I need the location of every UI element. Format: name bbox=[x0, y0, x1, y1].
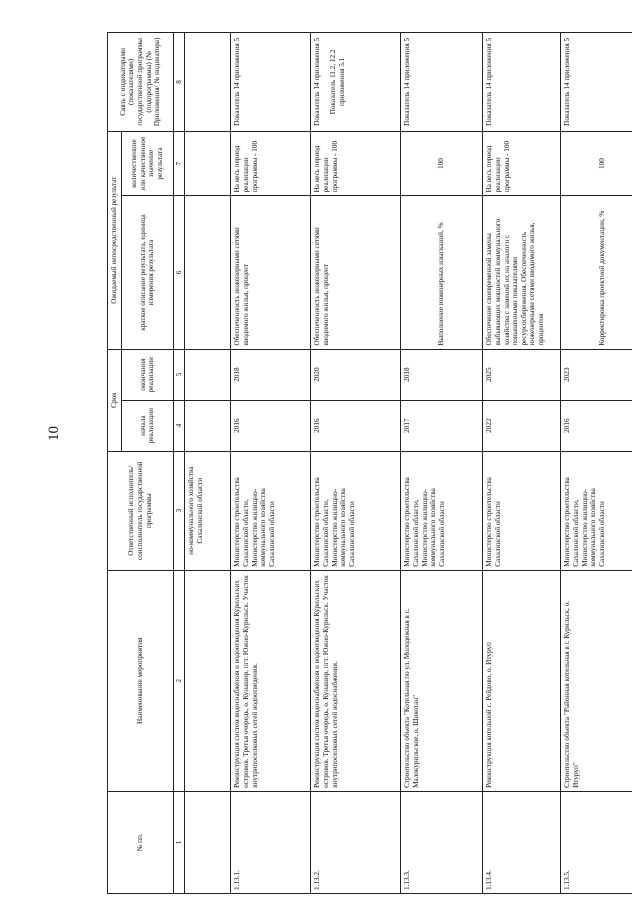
table-row bbox=[401, 33, 483, 894]
rotated-table-frame bbox=[107, 32, 613, 894]
row-start-year: 2016 bbox=[231, 400, 311, 451]
row-end-year: 2018 bbox=[231, 349, 311, 400]
row-result: Обеспеченность инженерными сетями вводимого жилья, процент bbox=[311, 196, 401, 349]
row-start-year: 2016 bbox=[311, 400, 401, 451]
row-indicator-link-secondary: Показатель 11.2, 12.2 приложения 5.1 bbox=[328, 49, 346, 115]
row-indicator-link: Показатель 14 приложения 5 bbox=[231, 33, 311, 132]
row-result: Обеспечение своевременной замены выбывающих мощностей коммунального хозяйства с заменой их на аналоги с повышенными показателями ресурсосбережения. Обеспеченность инженерными сетями вводимого жилья, процентов bbox=[483, 196, 561, 349]
row-indicator-link-cell bbox=[311, 33, 401, 132]
column-number: 3 bbox=[173, 451, 185, 570]
table-row bbox=[483, 33, 561, 894]
row-result-value: 100 bbox=[561, 131, 632, 196]
row-indicator-link: Показатель 14 приложения 5 bbox=[483, 33, 561, 132]
column-number: 2 bbox=[173, 570, 185, 791]
continuation-row bbox=[185, 33, 231, 894]
header-term: Срок bbox=[108, 349, 122, 451]
row-end-year: 2025 bbox=[483, 349, 561, 400]
header-expected-result: Ожидаемый непосредственный результат bbox=[108, 131, 122, 349]
row-activity-name: Строительство объекта "Районная котельная в г. Курильск, о. Итуруп" bbox=[561, 570, 632, 791]
page-number: 10 bbox=[46, 426, 62, 441]
row-activity-name: Реконструкция систем водоснабжения и водоотведения Курильских островов. Третья очередь, о. Кунашир, пгт. Южно-Курильск. Участок внутрипоселковых сетей водоснабжения. bbox=[311, 570, 401, 791]
row-responsible: Министерство строительства Сахалинской области bbox=[483, 451, 561, 570]
row-end-year: 2020 bbox=[311, 349, 401, 400]
row-indicator-link: Показатель 14 приложения 5 bbox=[401, 33, 483, 132]
row-indicator-link: Показатель 14 приложения 5 bbox=[561, 33, 632, 132]
row-responsible: Министерство строительства Сахалинской области, Министерство жилищно-коммунального хозяйства Сахалинской области bbox=[401, 451, 483, 570]
header-result-description: краткое описание результата, единица измерения результата bbox=[121, 196, 173, 349]
row-start-year: 2016 bbox=[561, 400, 632, 451]
table-row bbox=[231, 33, 311, 894]
header-term-end: окончания реализации bbox=[121, 349, 173, 400]
row-responsible: Министерство строительства Сахалинской области, Министерство жилищно-коммунального хозяйства Сахалинской области bbox=[231, 451, 311, 570]
header-indicator-link: Связь с индикаторами (показателями) государственной программы (подпрограммы) (№ Приложения/ № индикатора) bbox=[108, 33, 174, 132]
column-numbers-row bbox=[173, 33, 185, 894]
row-end-year: 2018 bbox=[401, 349, 483, 400]
row-number: 1.13.1. bbox=[231, 791, 311, 893]
row-number: 1.13.4. bbox=[483, 791, 561, 893]
column-number: 8 bbox=[173, 33, 185, 132]
column-number: 4 bbox=[173, 400, 185, 451]
row-start-year: 2022 bbox=[483, 400, 561, 451]
program-activities-table bbox=[107, 32, 632, 894]
row-number: 1.13.5. bbox=[561, 791, 632, 893]
row-result-value: 100 bbox=[401, 131, 483, 196]
continued-responsible: но-коммунального хозяйства Сахалинской области bbox=[185, 451, 231, 570]
header-activity-name: Наименование мероприятия bbox=[108, 570, 174, 791]
row-responsible: Министерство строительства Сахалинской области, Министерство жилищно-коммунального хозяйства Сахалинской области bbox=[311, 451, 401, 570]
row-activity-name: Реконструкция систем водоснабжения и водоотведения Курильских островов. Третья очередь, о. Кунашир, пгт. Южно-Курильск. Участок внутрипоселковых сетей водоотведения. bbox=[231, 570, 311, 791]
row-activity-name: Реконструкция котельной с. Рейдово, о. Итуруп bbox=[483, 570, 561, 791]
row-number: 1.13.3. bbox=[401, 791, 483, 893]
row-result-value: На весь период реализации программы - 100 bbox=[483, 131, 561, 196]
table-row bbox=[561, 33, 632, 894]
row-indicator-link: Показатель 14 приложения 5 bbox=[313, 37, 322, 126]
header-term-start: начала реализации bbox=[121, 400, 173, 451]
column-number: 1 bbox=[173, 791, 185, 893]
header-number: № пп. bbox=[108, 791, 174, 893]
column-number: 5 bbox=[173, 349, 185, 400]
row-activity-name: Строительство объекта "Котельная по ул. Молодежная в с. Малокурильское, о. Шикотан" bbox=[401, 570, 483, 791]
column-number: 6 bbox=[173, 196, 185, 349]
row-responsible: Министерство строительства Сахалинской области, Министерство жилищно-коммунального хозяйства Сахалинской области bbox=[561, 451, 632, 570]
row-result: Обеспеченность инженерными сетями вводимого жилья, процент bbox=[231, 196, 311, 349]
table-row bbox=[311, 33, 401, 894]
row-start-year: 2017 bbox=[401, 400, 483, 451]
row-result-value: На весь период реализации программы - 100 bbox=[311, 131, 401, 196]
row-result: Корректировка проектной документации, % bbox=[561, 196, 632, 349]
header-responsible: Ответственный исполнитель/соисполнитель государственной программы bbox=[108, 451, 174, 570]
row-number: 1.13.2. bbox=[311, 791, 401, 893]
row-result: Выполнение инженерных изысканий, % bbox=[401, 196, 483, 349]
row-result-value: На весь период реализации программы - 100 bbox=[231, 131, 311, 196]
row-end-year: 2023 bbox=[561, 349, 632, 400]
header-result-value: количественное или качественное значение результата bbox=[121, 131, 173, 196]
column-number: 7 bbox=[173, 131, 185, 196]
